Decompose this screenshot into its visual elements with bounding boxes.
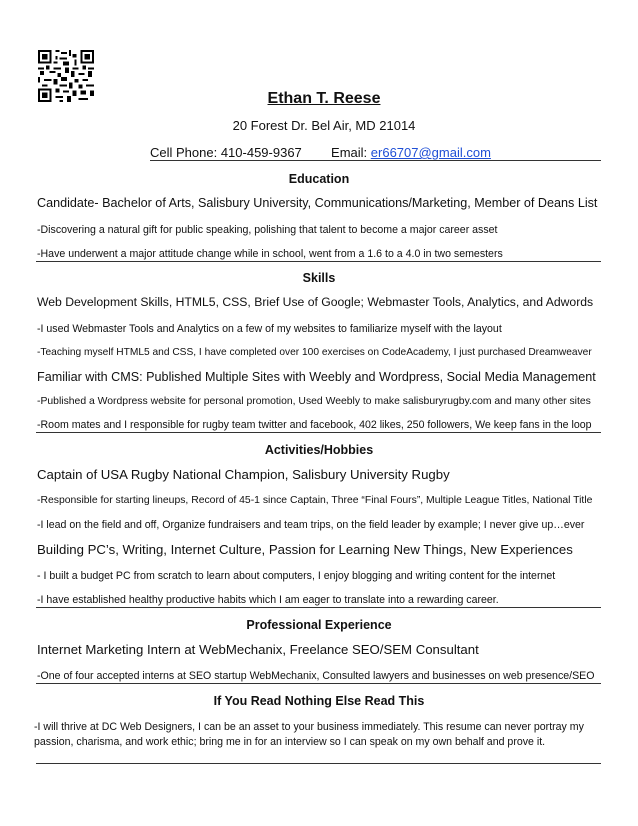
divider [36, 763, 601, 764]
closing-heading: If You Read Nothing Else Read This [213, 694, 425, 708]
contact-line [150, 145, 491, 160]
skills-cms: Familiar with CMS: Published Multiple Sites with Weebly and Wordpress, Social Media Management [37, 370, 596, 384]
education-heading: Education [288, 172, 350, 186]
candidate-name: Ethan T. Reese [267, 90, 381, 107]
divider [36, 607, 601, 608]
activities-bullet: -I have established healthy productive habits which I am eager to translate into a rewarding career. [37, 594, 499, 606]
education-degree: Candidate- Bachelor of Arts, Salisbury University, Communications/Marketing, Member of Deans List [37, 196, 598, 210]
phone: Cell Phone: 410-459-9367 [150, 145, 302, 160]
experience-role: Internet Marketing Intern at WebMechanix, Freelance SEO/SEM Consultant [37, 642, 479, 657]
education-bullet: -Have underwent a major attitude change while in school, went from a 1.6 to a 4.0 in two semesters [37, 248, 503, 260]
divider [150, 160, 601, 161]
skills-bullet: -Room mates and I responsible for rugby team twitter and facebook, 402 likes, 250 followers, We keep fans in the loop [37, 419, 592, 431]
skills-web-dev: Web Development Skills, HTML5, CSS, Brief Use of Google; Webmaster Tools, Analytics, and Adwords [37, 295, 594, 309]
email-label: Email: [331, 145, 368, 160]
activities-rugby: Captain of USA Rugby National Champion, Salisbury University Rugby [37, 467, 450, 482]
activities-heading: Activities/Hobbies [264, 443, 374, 457]
email-link[interactable]: er66707@gmail.com [370, 145, 491, 160]
closing-text: -I will thrive at DC Web Designers, I can be an asset to your business immediately. This resume can never portray my passion, charisma, and work ethic; bring me in for an interview so I can speak on my own behalf and prove it. [34, 721, 584, 748]
activities-bullet: -I lead on the field and off, Organize fundraisers and team trips, on the field leader by example; I never give up…ever [37, 519, 585, 531]
divider [36, 432, 601, 433]
address: 20 Forest Dr. Bel Air, MD 21014 [232, 118, 416, 133]
skills-bullet: -Teaching myself HTML5 and CSS, I have completed over 100 exercises on CodeAcademy, I just purchased Dreamweaver [37, 347, 592, 358]
divider [36, 683, 601, 684]
experience-bullet: -One of four accepted interns at SEO startup WebMechanix, Consulted lawyers and businesses on web presence/SEO [37, 670, 595, 682]
skills-bullet: -Published a Wordpress website for personal promotion, Used Weebly to make salisburyrugby.com and many other sites [37, 396, 591, 407]
activities-hobbies: Building PC’s, Writing, Internet Culture, Passion for Learning New Things, New Experiences [37, 542, 573, 557]
divider [36, 261, 601, 262]
activities-bullet: -Responsible for starting lineups, Record of 45-1 since Captain, Three “Final Fours”, Multiple League Titles, National Title [37, 495, 593, 506]
education-bullet: -Discovering a natural gift for public speaking, polishing that talent to become a major career asset [37, 224, 498, 236]
activities-bullet: - I built a budget PC from scratch to learn about computers, I enjoy blogging and writing content for the internet [37, 570, 556, 582]
experience-heading: Professional Experience [246, 618, 392, 632]
skills-heading: Skills [302, 271, 336, 285]
skills-bullet: -I used Webmaster Tools and Analytics on a few of my websites to familiarize myself with the layout [37, 323, 502, 335]
